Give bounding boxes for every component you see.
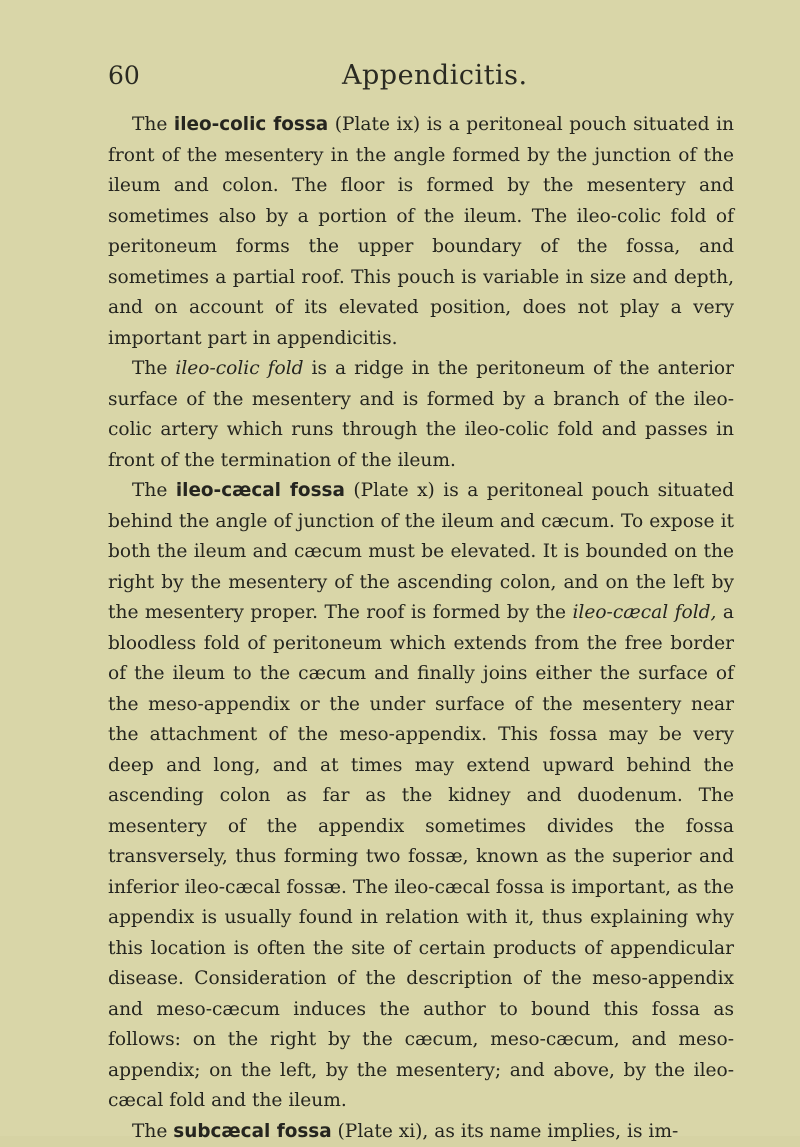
body-text xyxy=(108,110,734,1147)
paragraph-lead: The xyxy=(132,114,174,135)
term-heading-subcaecal-fossa: subcæcal fossa xyxy=(173,1121,331,1142)
paragraph-text: a bloodless fold of peritoneum which extends from the free border of the ileum to the cæcum and finally joins either the surface of the meso-appendix or the under surface of the mesentery near the attachment of the meso-appendix. This fossa may be very deep and long, and at times may extend upward behind the ascending colon as far as the kidney and duodenum. The mesentery of the appendix sometimes divides the fossa transversely, thus forming two fossæ, known as the superior and inferior ileo-cæcal fossæ. The ileo-cæcal fossa is important, as the appendix is usually found in relation with it, thus explaining why this location is often the site of certain products of appendicular disease. Consideration of the description of the meso-appendix and meso-cæcum induces the author to bound this fossa as follows: on the right by the cæcum, meso-cæcum, and meso-appendix; on the left, by the mesentery; and above, by the ileo-cæcal fold and the ileum. xyxy=(108,602,734,1111)
term-italic-ileo-caecal-fold: ileo-cæcal fold, xyxy=(572,602,716,623)
paragraph-lead: The xyxy=(132,1121,173,1142)
paragraph-ileo-colic-fossa xyxy=(108,110,734,354)
term-heading-ileo-colic-fossa: ileo-colic fossa xyxy=(174,114,328,135)
paragraph-lead: The xyxy=(132,358,175,379)
page-number: 60 xyxy=(108,56,140,96)
paragraph-text-before-italic: (Plate x) is a peritoneal pouch situated behind the angle of junction of the ileum and cæcum. To expose it both the ileum and cæcum must be elevated. It is bounded on the right by the mesentery of the ascending colon, and on the left by the mesentery proper. The roof is formed by the xyxy=(108,480,734,623)
paragraph-lead: The xyxy=(132,480,176,501)
paragraph-text: (Plate xi), as its name implies, is im- xyxy=(332,1121,679,1142)
term-italic-ileo-colic-fold: ileo-colic fold xyxy=(175,358,303,379)
running-head xyxy=(108,56,748,96)
paragraph-ileo-caecal-fossa xyxy=(108,476,734,1117)
paragraph-subcaecal-fossa xyxy=(108,1117,734,1147)
paragraph-ileo-colic-fold xyxy=(108,354,734,476)
paragraph-text: (Plate ix) is a peritoneal pouch situated in front of the mesentery in the angle formed by the junction of the ileum and colon. The floor is formed by the mesentery and sometimes also by a portion of the ileum. The ileo-colic fold of peritoneum forms the upper boundary of the fossa, and sometimes a partial roof. This pouch is variable in size and depth, and on account of its elevated position, does not play a very important part in appendicitis. xyxy=(108,114,734,349)
term-heading-ileo-caecal-fossa: ileo-cæcal fossa xyxy=(176,480,345,501)
page-title: Appendicitis. xyxy=(342,56,528,96)
paragraph-text: is a ridge in the peritoneum of the anterior surface of the mesentery and is formed by a branch of the ileo-colic artery which runs through the ileo-colic fold and passes in front of the termination of the ileum. xyxy=(108,358,734,471)
